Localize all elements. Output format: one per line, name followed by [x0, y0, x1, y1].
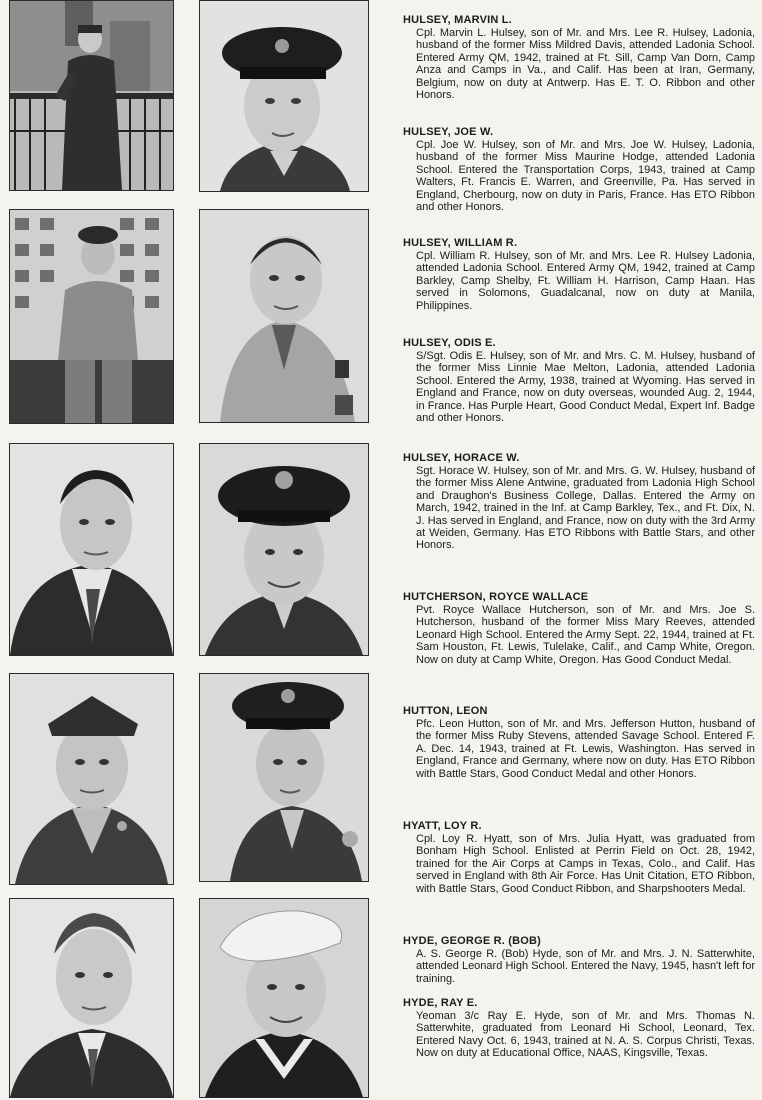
bio-entry-ray-hyde [403, 997, 755, 1060]
bio-entry-horace-hulsey [403, 452, 755, 552]
portrait-soldier-cap [200, 1, 368, 191]
photo-loy-hyatt [199, 673, 369, 882]
bio-text: Cpl. William R. Hulsey, son of Mr. and Mrs. Lee R. Hulsey Ladonia, attended Ladonia School. Entered Army QM, 1942, trained at Camp Barkley, Camp Shelby, Ft. William H. Harrison, Camp Haan. Has served in Solomons, Guadalcanal, now on duty at Manila, Philippines. [416, 250, 755, 312]
bio-name: HYATT, LOY R. [403, 820, 482, 832]
bio-text: Cpl. Joe W. Hulsey, son of Mr. and Mrs. Joe W. Hulsey, Ladonia, husband of the former Miss Maurine Hodge, attended Ladonia School. Entered the Transportation Corps, 1943, trained at Camp Walters, Ft. Francis E. Warren, and Greenville, Pa. Has served in England, Cherbourg, now on duty in Paris, France. Has ETO Ribbon and other Honors. [416, 139, 755, 214]
portrait-soldier-building [10, 210, 173, 423]
bio-text: Sgt. Horace W. Hulsey, son of Mr. and Mrs. G. W. Hulsey, husband of the former Miss Alene Antwine, graduated from Ladonia High School and Draughon's Business College, Dallas. Entered the Army on March, 1942, trained in the Inf. at Camp Barkley, Tex., and Ft. Dix, N. J. Has served in England, and France, now on duty with the 3rd Army at Weiden, Germany. Has ETO Ribbons with Battle Stars, and other Honors. [416, 465, 755, 552]
portrait-soldier-city [10, 1, 173, 190]
photo-royce-hutcherson [199, 443, 369, 656]
bio-text: Cpl. Marvin L. Hulsey, son of Mr. and Mrs. Lee R. Hulsey, Ladonia, husband of the former Miss Mildred Davis, attended Ladonia School. Entered Army QM, 1942, trained at Ft. Sill, Camp Van Dorn, Camp Anza and Camps in Va., and Calif. Has been at Iran, Germany, Belgium, now on duty at Antwerp. Has E. T. O. Ribbon and other Honors. [416, 27, 755, 102]
bio-text: Cpl. Loy R. Hyatt, son of Mrs. Julia Hyatt, was graduated from Bonham High School. Enlisted at Perrin Field on Oct. 28, 1942, trained for the Air Corps at Camps in Texas, Colo., and Calif. Has served in England with 8th Air Force. Has Unit Citation, ETO Ribbon, with Battle Stars, Good Conduct Ribbon, and Sharpshooters Medal. [416, 833, 755, 895]
photo-marvin-hulsey [9, 0, 174, 191]
bio-name: HULSEY, JOE W. [403, 126, 494, 138]
bio-text: A. S. George R. (Bob) Hyde, son of Mr. and Mrs. J. N. Satterwhite, attended Leonard High School. Entered the Navy, 1945, hasn't left for training. [416, 948, 755, 985]
photo-odis-hulsey [199, 209, 369, 423]
bio-name: HYDE, RAY E. [403, 997, 478, 1009]
photo-george-hyde [9, 898, 174, 1098]
bio-text: Pvt. Royce Wallace Hutcherson, son of Mr. and Mrs. Joe S. Hutcherson, husband of the former Miss Mary Reeves, attended Leonard High School. Entered the Army Sept. 22, 1944, trained at Ft. Sam Houston, Ft. Lewis, Tulelake, Calif., and Camp White, Oregon. Now on duty at Camp White, Oregon. Has Good Conduct Medal. [416, 604, 755, 666]
bio-name: HULSEY, ODIS E. [403, 337, 496, 349]
bio-name: HUTCHERSON, ROYCE WALLACE [403, 591, 589, 603]
bio-text: Yeoman 3/c Ray E. Hyde, son of Mr. and Mrs. Thomas N. Satterwhite, graduated from Leonard Hi School, Leonard, Tex. Entered Navy Oct. 6, 1943, trained at N. A. S. Corpus Christi, Texas. Now on duty at Educational Office, NAAS, Kingsville, Texas. [416, 1010, 755, 1060]
portrait-soldier-garrison-cap [10, 674, 173, 884]
bio-entry-george-hyde [403, 935, 755, 985]
bio-name: HULSEY, HORACE W. [403, 452, 520, 464]
bio-entry-odis-hulsey [403, 337, 755, 424]
bio-name: HULSEY, WILLIAM R. [403, 237, 518, 249]
portrait-young-civilian [10, 899, 173, 1097]
bio-entry-royce-hutcherson [403, 591, 755, 666]
portrait-soldier-cap [200, 444, 368, 655]
bio-name: HYDE, GEORGE R. (BOB) [403, 935, 542, 947]
bio-entry-joe-hulsey [403, 126, 755, 213]
bio-entry-marvin-hulsey [403, 14, 755, 101]
bio-name: HUTTON, LEON [403, 705, 488, 717]
portrait-soldier-cap [200, 674, 368, 881]
bio-name: HULSEY, MARVIN L. [403, 14, 512, 26]
bio-text: Pfc. Leon Hutton, son of Mr. and Mrs. Jefferson Hutton, husband of the former Miss Ruby Stevens, attended Savage School. Entered F. A. Dec. 14, 1943, trained at Ft. Lewis, Washington. Has served in England, France and Germany, where now on duty. Has ETO Ribbon with Battle Stars, Good Conduct Medal and other Honors. [416, 718, 755, 780]
photo-william-hulsey [9, 209, 174, 424]
bio-text: S/Sgt. Odis E. Hulsey, son of Mr. and Mrs. C. M. Hulsey, husband of the former Miss Linnie Mae Melton, Ladonia, attended Ladonia School. Entered the Army, 1938, trained at Wyoming. Has served in England and France, now on duty overseas, wounded Aug. 2, 1944, in France. Has Purple Heart, Good Conduct Medal, Expert Inf. Badge and other Honors. [416, 350, 755, 425]
portrait-civilian-suit [10, 444, 173, 655]
bio-entry-leon-hutton [403, 705, 755, 780]
portrait-sailor [200, 899, 368, 1097]
photo-ray-hyde [199, 898, 369, 1098]
photo-leon-hutton [9, 673, 174, 885]
bio-entry-loy-hyatt [403, 820, 755, 895]
portrait-sergeant [200, 210, 368, 422]
bio-entry-william-hulsey [403, 237, 755, 312]
photo-horace-hulsey [9, 443, 174, 656]
photo-joe-hulsey [199, 0, 369, 192]
